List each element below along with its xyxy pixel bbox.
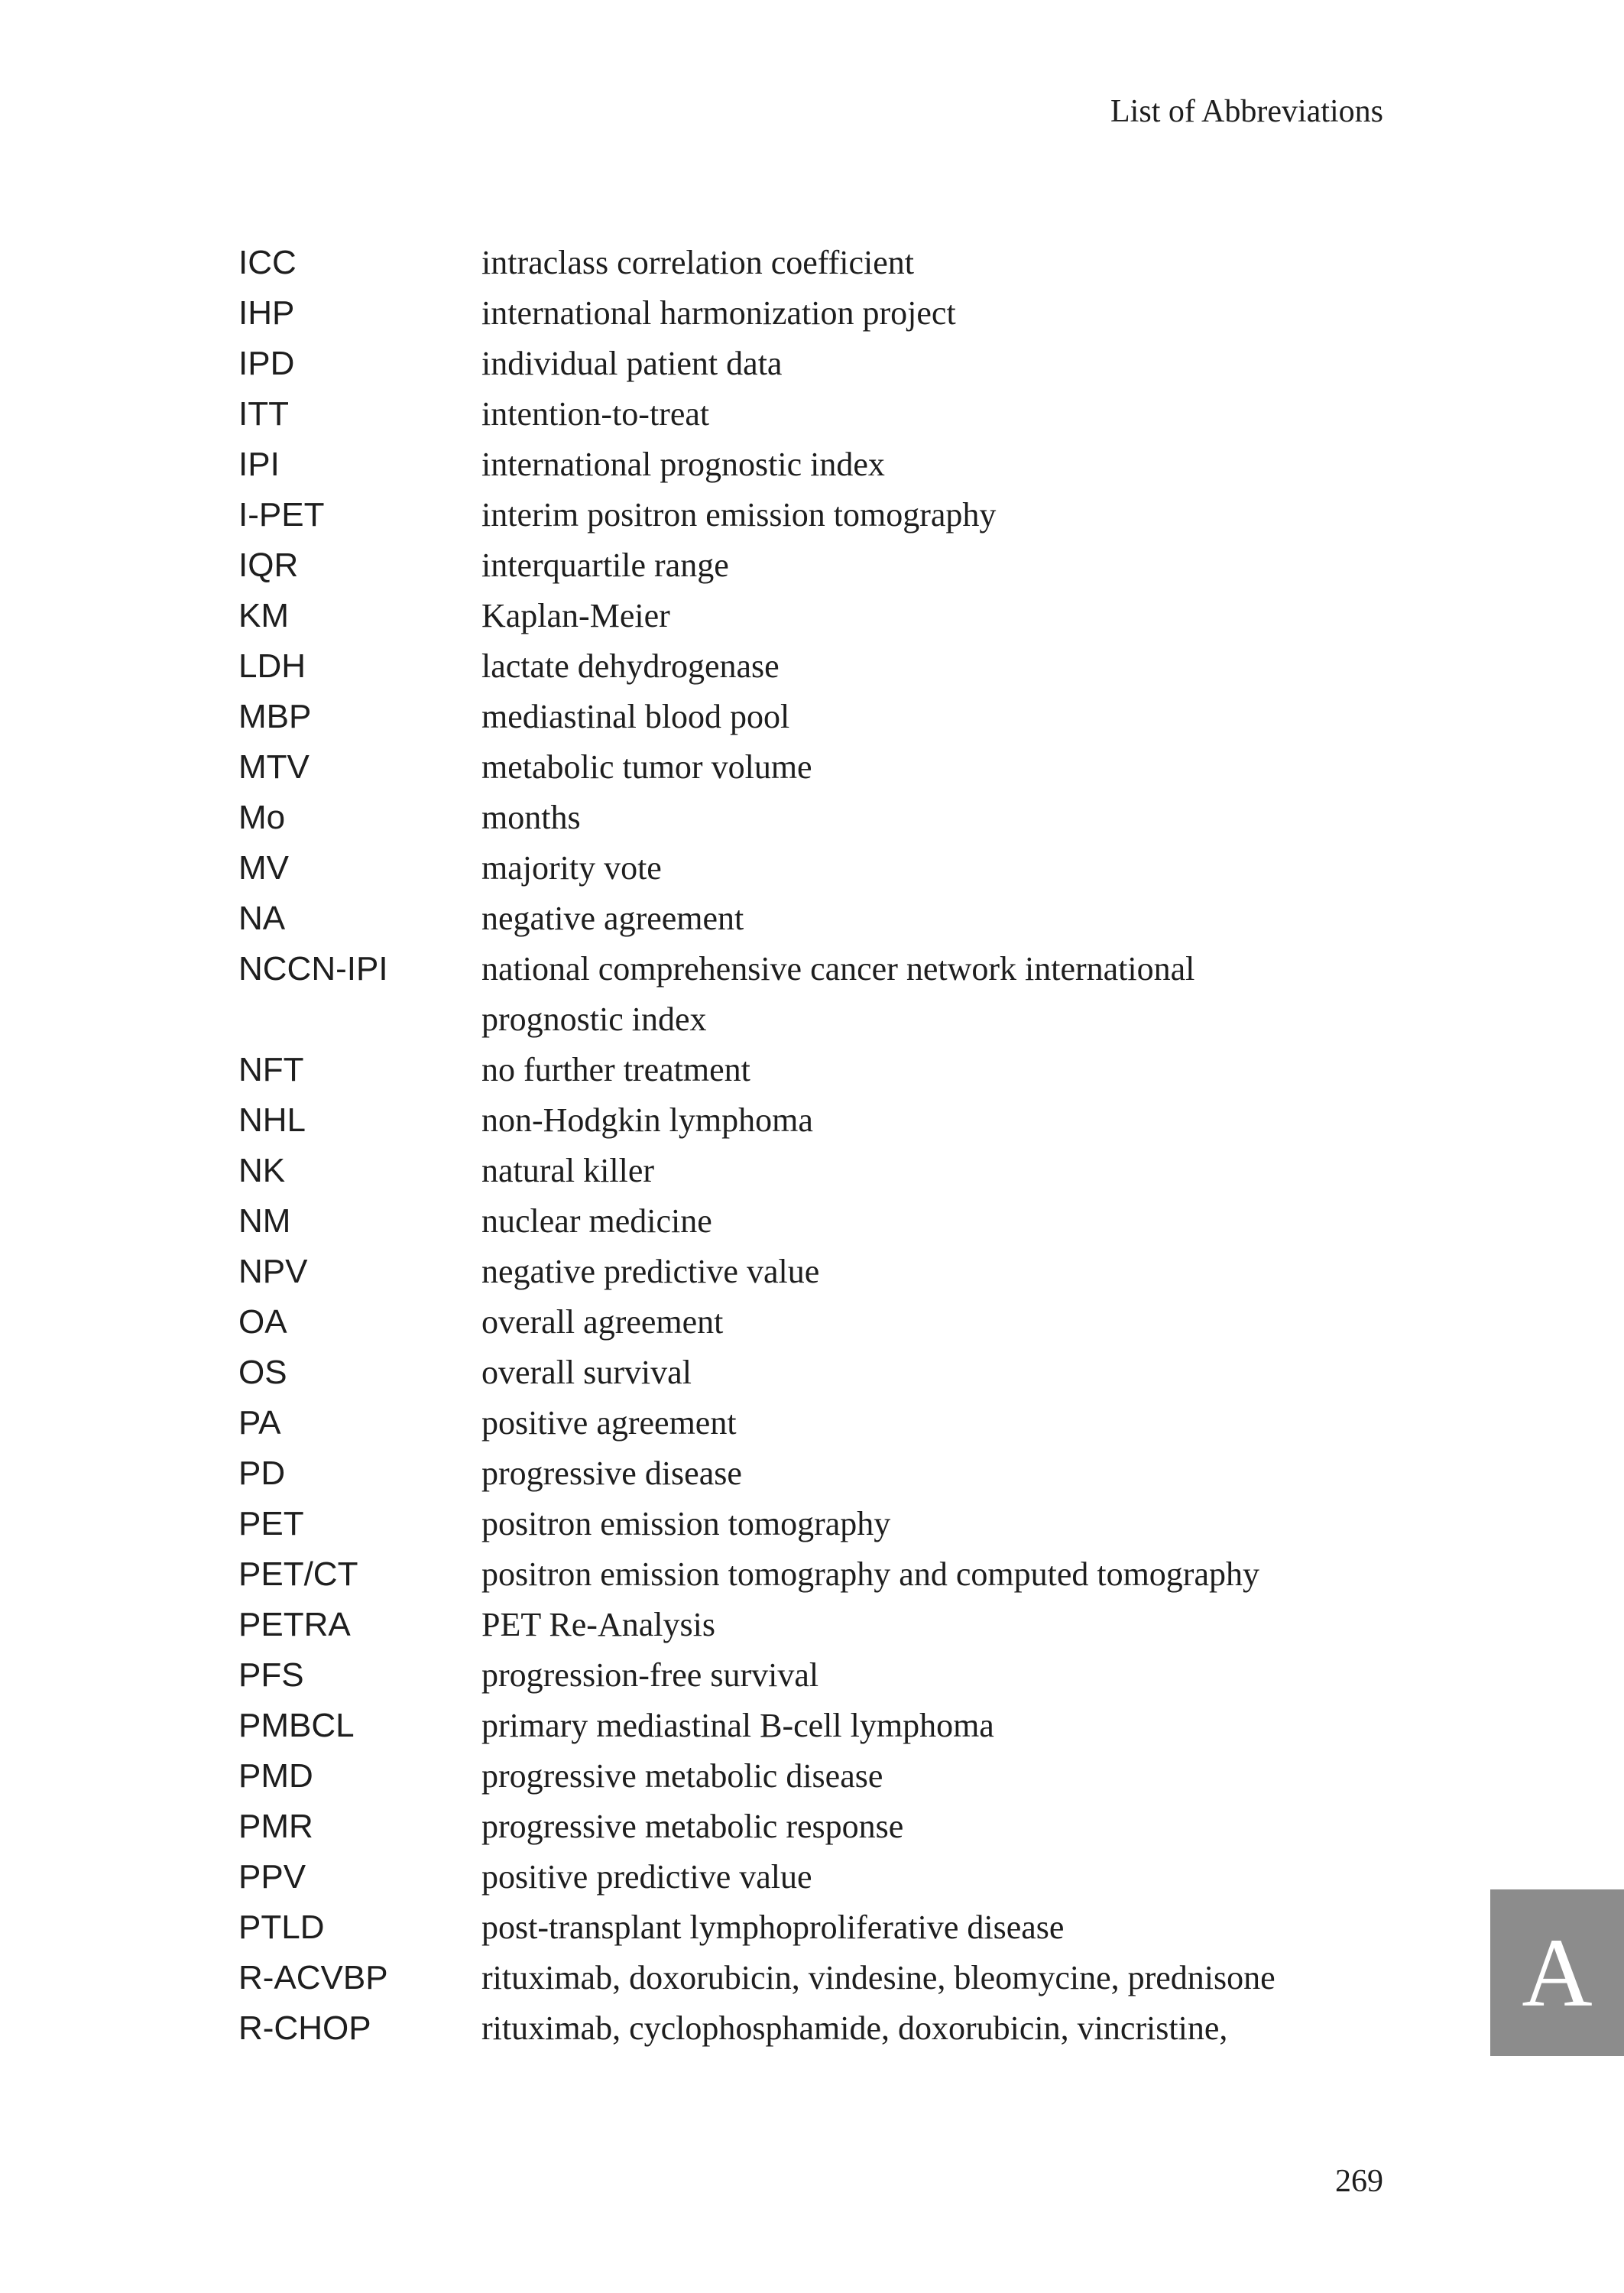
abbreviation-row [238, 1146, 1385, 1196]
abbreviation-row [238, 641, 1385, 692]
abbreviation-term: PFS [238, 1656, 304, 1694]
abbreviation-term: I-PET [238, 496, 325, 534]
abbreviation-term: OS [238, 1354, 287, 1391]
abbreviation-term: NK [238, 1152, 286, 1189]
abbreviation-row [238, 1095, 1385, 1146]
abbreviation-definition: negative agreement [481, 900, 744, 937]
abbreviation-term: IHP [238, 294, 295, 332]
abbreviation-term: Mo [238, 799, 286, 836]
abbreviation-row [238, 1751, 1385, 1802]
abbreviation-row [238, 1398, 1385, 1448]
abbreviation-row [238, 1499, 1385, 1549]
abbreviation-term: NPV [238, 1253, 308, 1290]
abbreviation-row [238, 540, 1385, 591]
abbreviation-definition: international prognostic index [481, 446, 885, 483]
abbreviation-definition: national comprehensive cancer network international prognostic index [481, 950, 1195, 1038]
abbreviation-definition: progressive metabolic disease [481, 1757, 883, 1795]
abbreviation-term: NHL [238, 1101, 306, 1139]
abbreviation-definition: positron emission tomography and computed tomography [481, 1555, 1259, 1593]
abbreviation-row [238, 1045, 1385, 1095]
abbreviation-term: IPD [238, 345, 295, 382]
abbreviation-row [238, 692, 1385, 742]
abbreviation-row [238, 1852, 1385, 1902]
abbreviation-term: R-CHOP [238, 2009, 371, 2047]
abbreviation-row [238, 1297, 1385, 1348]
abbreviation-row [238, 339, 1385, 389]
abbreviation-definition: PET Re-Analysis [481, 1606, 715, 1643]
abbreviation-row [238, 894, 1385, 944]
abbreviation-definition: progression-free survival [481, 1656, 819, 1694]
abbreviation-row [238, 1953, 1385, 2003]
abbreviation-definition: international harmonization project [481, 294, 956, 332]
abbreviation-term: IPI [238, 446, 280, 483]
abbreviation-definition: progressive disease [481, 1455, 742, 1492]
abbreviation-row [238, 439, 1385, 490]
abbreviation-term: R-ACVBP [238, 1959, 388, 1996]
abbreviation-definition: no further treatment [481, 1051, 750, 1088]
abbreviation-definition: overall agreement [481, 1303, 724, 1341]
abbreviation-row [238, 1448, 1385, 1499]
abbreviation-term: PET/CT [238, 1555, 358, 1593]
abbreviation-definition: majority vote [481, 849, 662, 887]
abbreviation-definition: positron emission tomography [481, 1505, 891, 1542]
abbreviation-term: OA [238, 1303, 287, 1341]
abbreviation-term: PPV [238, 1858, 306, 1896]
abbreviation-term: KM [238, 597, 289, 634]
abbreviation-definition: progressive metabolic response [481, 1808, 904, 1845]
abbreviation-row [238, 389, 1385, 439]
abbreviation-definition: positive predictive value [481, 1858, 812, 1896]
abbreviation-definition: overall survival [481, 1354, 692, 1391]
abbreviation-term: IQR [238, 546, 299, 584]
chapter-thumb-tab [1490, 1889, 1624, 2056]
abbreviation-list [238, 238, 1385, 2054]
page-number: 269 [1335, 2164, 1383, 2199]
abbreviation-row [238, 843, 1385, 894]
abbreviation-definition: nuclear medicine [481, 1202, 712, 1240]
abbreviation-definition: negative predictive value [481, 1253, 820, 1290]
abbreviation-row [238, 1348, 1385, 1398]
abbreviation-definition: metabolic tumor volume [481, 748, 812, 786]
abbreviation-definition: natural killer [481, 1152, 655, 1189]
abbreviation-term: PD [238, 1455, 286, 1492]
abbreviation-row [238, 1701, 1385, 1751]
abbreviation-term: NCCN-IPI [238, 950, 388, 988]
abbreviation-row [238, 288, 1385, 339]
abbreviation-term: MBP [238, 698, 312, 735]
abbreviation-definition: rituximab, doxorubicin, vindesine, bleomycine, prednisone [481, 1959, 1276, 1996]
abbreviation-definition: interim positron emission tomography [481, 496, 997, 534]
abbreviation-row [238, 490, 1385, 540]
abbreviation-term: MV [238, 849, 289, 887]
running-head-title: List of Abbreviations [1110, 94, 1383, 129]
abbreviation-definition: intention-to-treat [481, 395, 710, 433]
abbreviation-row [238, 793, 1385, 843]
abbreviation-row [238, 944, 1385, 1045]
abbreviation-definition: primary mediastinal B-cell lymphoma [481, 1707, 994, 1744]
abbreviation-row [238, 1196, 1385, 1247]
abbreviation-definition: intraclass correlation coefficient [481, 244, 915, 281]
abbreviation-term: NFT [238, 1051, 304, 1088]
abbreviation-row [238, 1247, 1385, 1297]
abbreviation-definition: interquartile range [481, 546, 729, 584]
abbreviation-term: PMBCL [238, 1707, 355, 1744]
abbreviation-term: PA [238, 1404, 281, 1442]
abbreviation-row [238, 1600, 1385, 1650]
abbreviation-term: PTLD [238, 1909, 325, 1946]
abbreviation-term: ITT [238, 395, 289, 433]
abbreviation-term: PETRA [238, 1606, 351, 1643]
thumb-tab-letter: A [1522, 1918, 1593, 2027]
abbreviation-term: PMR [238, 1808, 313, 1845]
abbreviation-term: PMD [238, 1757, 313, 1795]
abbreviation-row [238, 1802, 1385, 1852]
abbreviation-definition: mediastinal blood pool [481, 698, 790, 735]
abbreviation-term: PET [238, 1505, 304, 1542]
abbreviation-row [238, 1902, 1385, 1953]
abbreviation-row [238, 591, 1385, 641]
abbreviation-definition: positive agreement [481, 1404, 737, 1442]
abbreviation-term: NM [238, 1202, 291, 1240]
abbreviation-row [238, 2003, 1385, 2054]
abbreviation-term: MTV [238, 748, 310, 786]
abbreviation-row [238, 742, 1385, 793]
abbreviation-term: LDH [238, 647, 306, 685]
abbreviation-definition: post-transplant lymphoproliferative disease [481, 1909, 1065, 1946]
abbreviation-term: NA [238, 900, 286, 937]
abbreviation-row [238, 1549, 1385, 1600]
abbreviation-definition: individual patient data [481, 345, 783, 382]
abbreviation-definition: Kaplan-Meier [481, 597, 670, 634]
abbreviation-term: ICC [238, 244, 297, 281]
abbreviation-definition: months [481, 799, 581, 836]
abbreviation-row [238, 1650, 1385, 1701]
abbreviation-definition: lactate dehydrogenase [481, 647, 780, 685]
abbreviation-row [238, 238, 1385, 288]
abbreviation-definition: non-Hodgkin lymphoma [481, 1101, 813, 1139]
abbreviation-definition: rituximab, cyclophosphamide, doxorubicin, vincristine, [481, 2009, 1228, 2047]
